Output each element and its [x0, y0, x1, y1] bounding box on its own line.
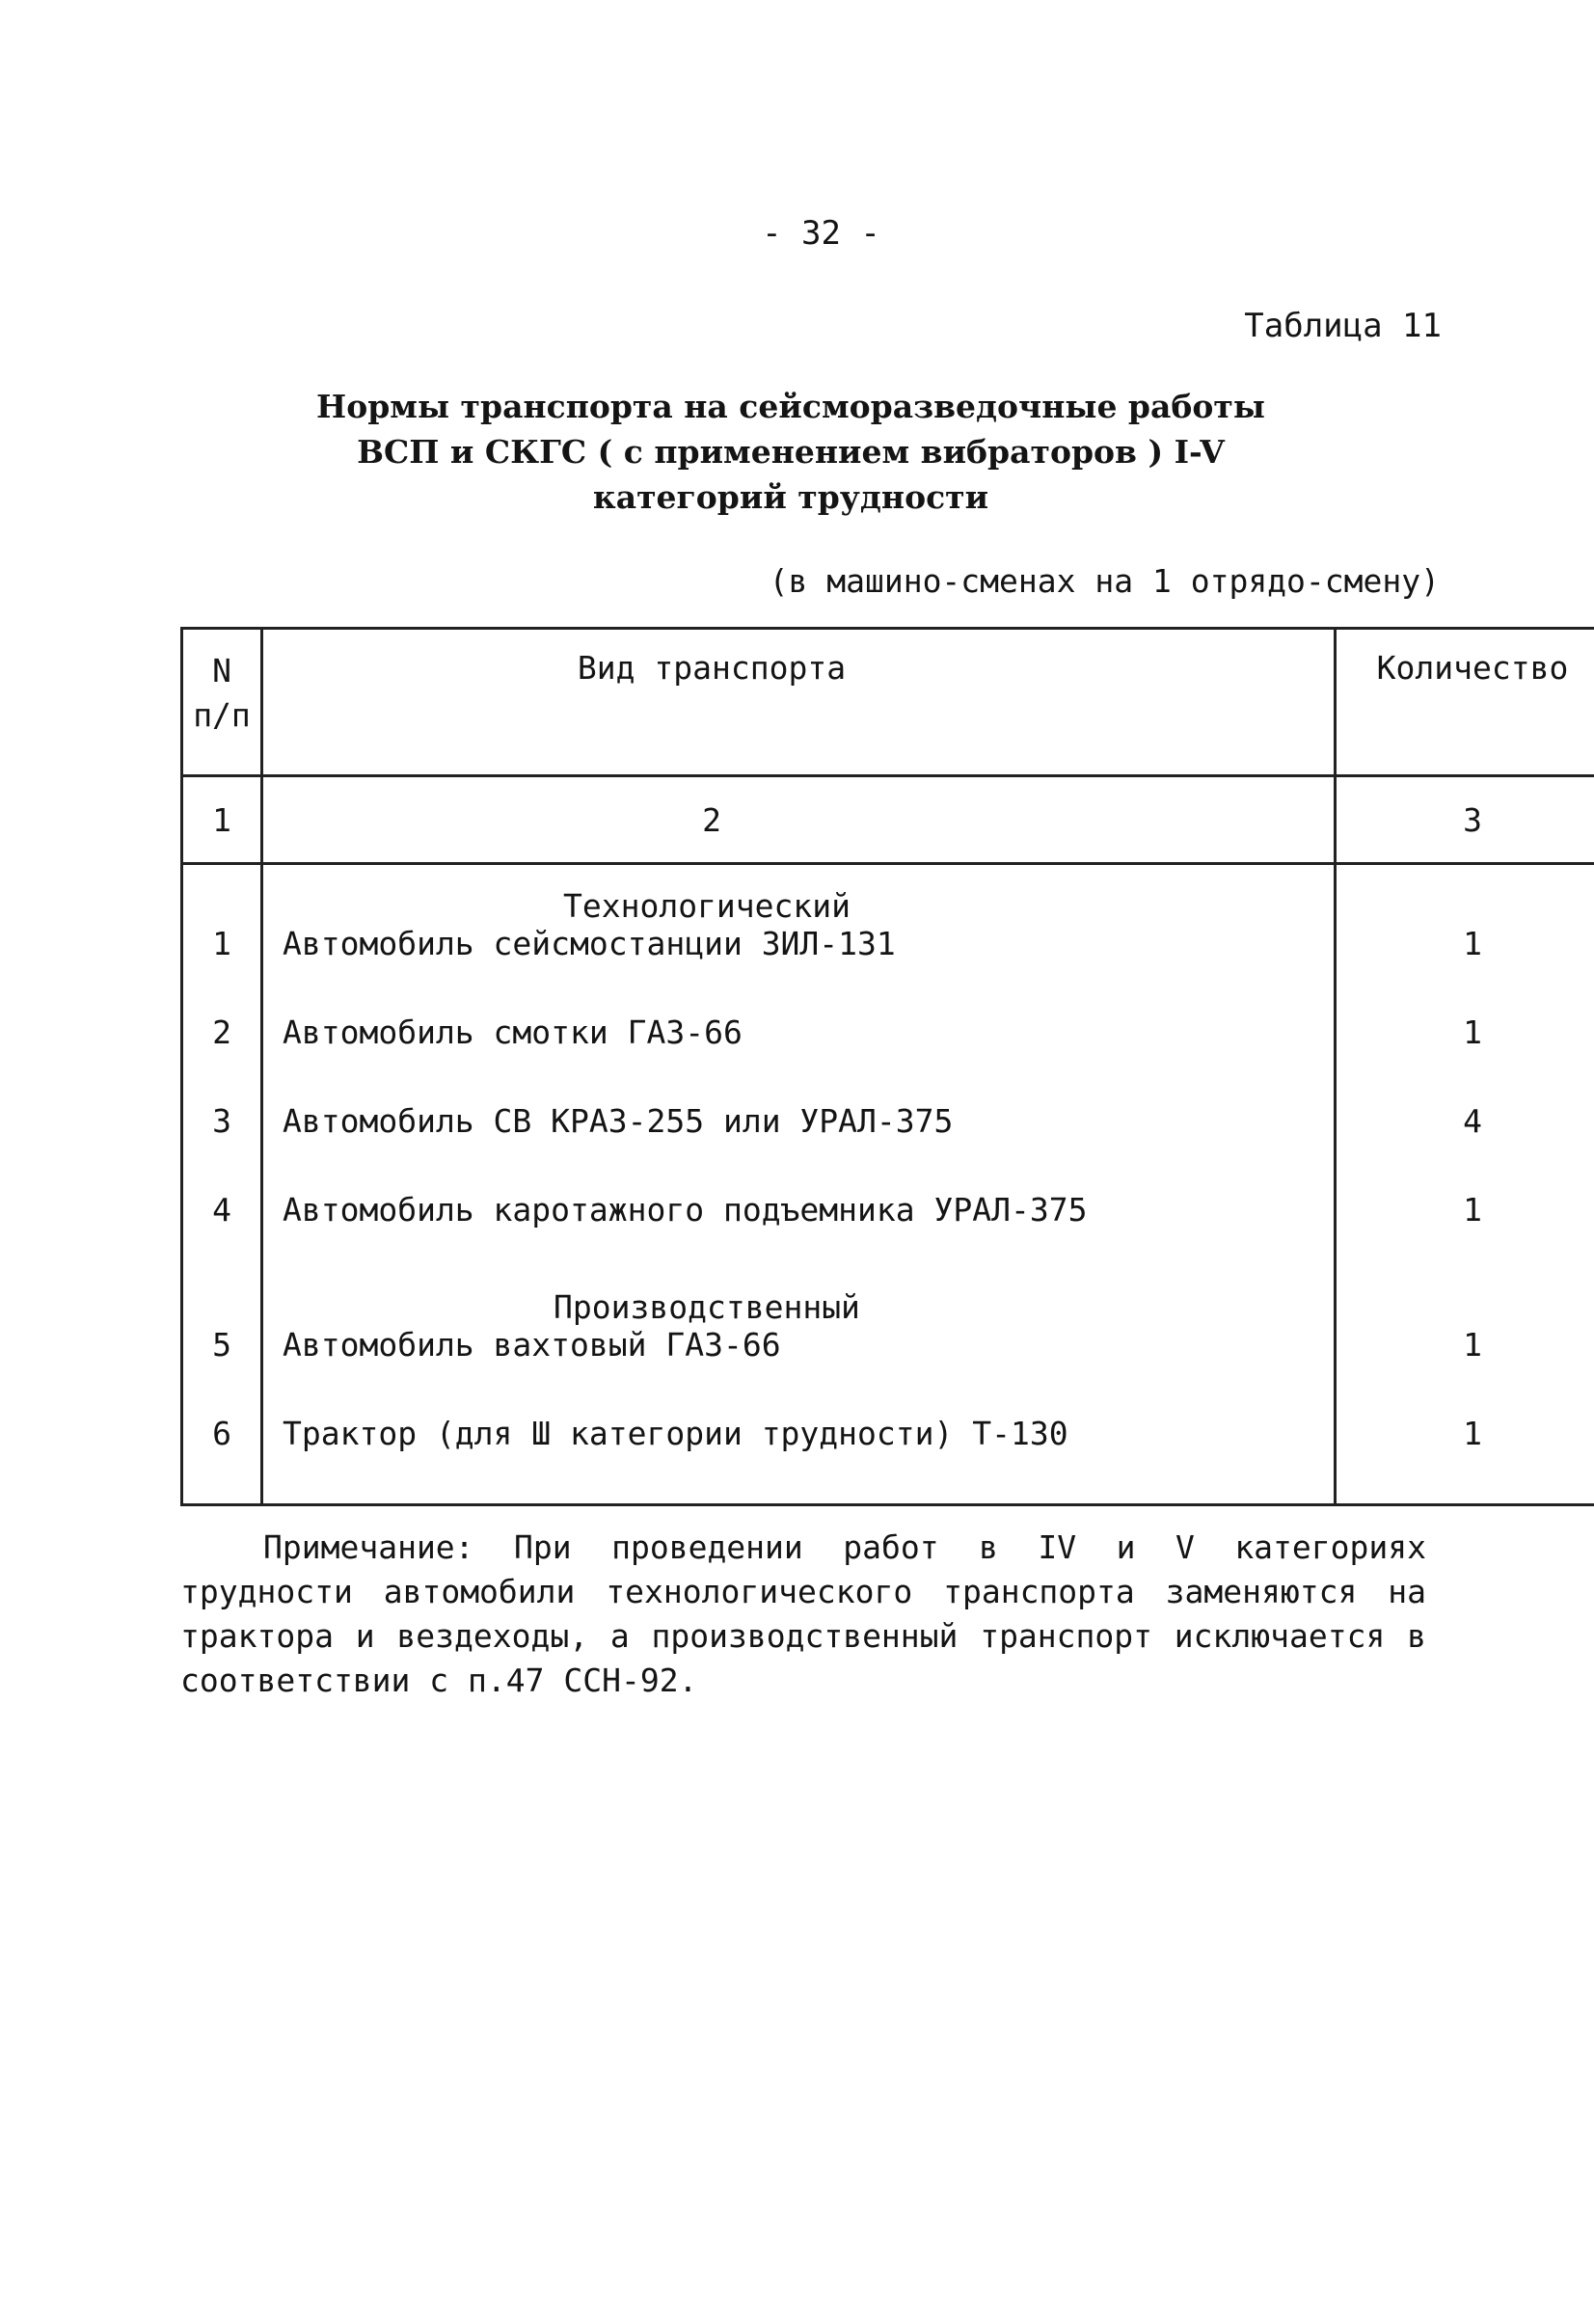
group-row	[182, 1280, 1594, 1326]
row-transport-name: Трактор (для Ш категории трудности) Т-130	[262, 1415, 1336, 1505]
row-quantity: 1	[1336, 925, 1594, 1013]
row-number: 1	[182, 925, 262, 1013]
row-number: 2	[182, 1013, 262, 1102]
table-note	[180, 1526, 1426, 1703]
table-label: Таблица 11	[1244, 307, 1442, 345]
row-quantity: 4	[1336, 1102, 1594, 1191]
transport-norms-table	[180, 627, 1594, 1506]
row-quantity: 1	[1336, 1013, 1594, 1102]
row-transport-name: Автомобиль сейсмостанции ЗИЛ-131	[262, 925, 1336, 1013]
title-line-3: категорий трудности	[592, 478, 989, 516]
row-quantity: 1	[1336, 1415, 1594, 1505]
note-text: Примечание: При проведении работ в IV и V категориях трудности автомобили технологического транспорта заменяются на трактора и вездеходы, а производственный транспорт исключается в соответствии с п.47 ССН-92.	[180, 1528, 1426, 1699]
header-quantity: Количество	[1336, 629, 1594, 776]
row-quantity: 1	[1336, 1191, 1594, 1280]
row-transport-name: Автомобиль вахтовый ГАЗ-66	[262, 1326, 1336, 1415]
row-number: 4	[182, 1191, 262, 1280]
table-row	[182, 1415, 1594, 1505]
column-number: 2	[262, 776, 1336, 864]
document-title	[289, 384, 1292, 520]
header-number	[182, 629, 262, 776]
row-transport-name: Автомобиль СВ КРАЗ-255 или УРАЛ-375	[262, 1102, 1336, 1191]
group-title: Производственный	[262, 1280, 1336, 1326]
group-title: Технологический	[262, 864, 1336, 926]
column-number: 3	[1336, 776, 1594, 864]
table-row	[182, 1191, 1594, 1280]
row-quantity: 1	[1336, 1326, 1594, 1415]
row-transport-name: Автомобиль каротажного подъемника УРАЛ-375	[262, 1191, 1336, 1280]
units-note: (в машино-сменах на 1 отрядо-смену)	[769, 562, 1440, 600]
group-row	[182, 864, 1594, 926]
table-row	[182, 925, 1594, 1013]
table-row	[182, 1326, 1594, 1415]
title-line-1: Нормы транспорта на сейсморазведочные работы	[316, 388, 1265, 425]
row-number: 3	[182, 1102, 262, 1191]
row-transport-name: Автомобиль смотки ГАЗ-66	[262, 1013, 1336, 1102]
table-row	[182, 1013, 1594, 1102]
title-line-2: ВСП и СКГС ( с применением вибраторов ) I-V	[357, 433, 1225, 471]
column-number: 1	[182, 776, 262, 864]
table-row	[182, 1102, 1594, 1191]
row-number: 6	[182, 1415, 262, 1505]
column-number-row	[182, 776, 1594, 864]
page-number: - 32 -	[762, 214, 880, 253]
header-number-line1: N	[212, 652, 231, 689]
table-header-row	[182, 629, 1594, 776]
row-number: 5	[182, 1326, 262, 1415]
header-transport-type: Вид транспорта	[262, 629, 1336, 776]
header-number-line2: п/п	[193, 696, 251, 734]
